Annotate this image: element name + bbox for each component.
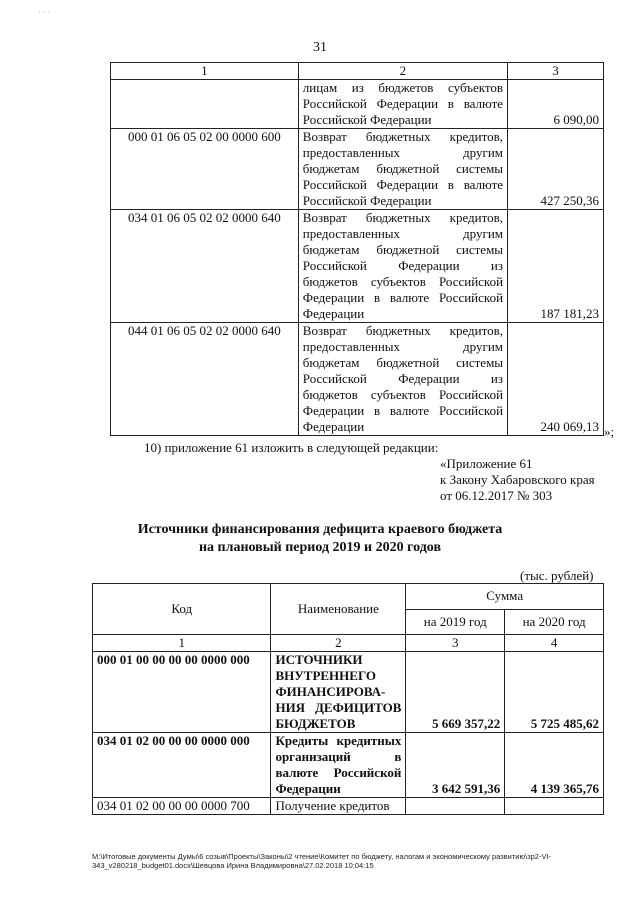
table-row <box>93 652 604 733</box>
num-cell-1: 1 <box>93 635 271 652</box>
row-code <box>111 80 299 129</box>
header-cell-1: 1 <box>111 63 299 80</box>
row-code: 034 01 02 00 00 00 0000 000 <box>93 733 271 798</box>
title-line-2: на плановый период 2019 и 2020 годов <box>198 540 442 555</box>
table-row <box>111 80 604 129</box>
footer-line-2: 343_v280218_budget01.docx\Шевцова Ирина Владимировна\27.02.2018 10:04:15 <box>92 861 374 870</box>
footer-line-1: M:\Итоговые документы Думы\6 созыв\Проекты\Законы\2 чтение\Комитет по бюджету, налогам и экономическому развитию\зр2-VI- <box>92 852 552 861</box>
num-cell-4: 4 <box>505 635 604 652</box>
row-name: Возврат бюджетных кредитов, предоставленных другим бюджетам бюджетной системы Российской Федерации из бюджетов субъектов Российской Федерации в валюте Российской Федерации <box>298 210 507 323</box>
row-amount: 427 250,36 <box>508 129 604 210</box>
appendix-reference <box>440 456 595 504</box>
header-2020: на 2020 год <box>505 609 604 635</box>
row-name: Возврат бюджетных кредитов, предоставленных другим бюджетам бюджетной системы Российской Федерации из бюджетов субъектов Российской Федерации в валюте Российской Федерации <box>298 323 507 436</box>
row-amount: 6 090,00 <box>508 80 604 129</box>
table-row <box>93 798 604 815</box>
row-name: Возврат бюджетных кредитов, предоставленных другим бюджетам бюджетной системы Российской Федерации в валюте Российской Федерации <box>298 129 507 210</box>
header-code: Код <box>93 584 271 635</box>
header-cell-3: 3 <box>508 63 604 80</box>
row-2019: 5 669 357,22 <box>406 652 505 733</box>
row-code: 034 01 02 00 00 00 0000 700 <box>93 798 271 815</box>
row-2019: 3 642 591,36 <box>406 733 505 798</box>
row-name: лицам из бюджетов субъектов Российской Федерации в валюте Российской Федерации <box>298 80 507 129</box>
header-name: Наименование <box>271 584 406 635</box>
file-path-footer <box>92 852 612 870</box>
header-sum: Сумма <box>406 584 604 610</box>
units-label: (тыс. рублей) <box>520 568 594 583</box>
num-cell-3: 3 <box>406 635 505 652</box>
num-cell-2: 2 <box>271 635 406 652</box>
sources-table-continued <box>110 62 604 436</box>
table-row <box>93 733 604 798</box>
row-2020: 4 139 365,76 <box>505 733 604 798</box>
row-2020: 5 725 485,62 <box>505 652 604 733</box>
document-title <box>0 521 640 557</box>
header-cell-2: 2 <box>298 63 507 80</box>
financing-sources-table <box>92 583 604 815</box>
table-header-row <box>111 63 604 80</box>
amendment-text: 10) приложение 61 изложить в следующей редакции: <box>144 440 439 455</box>
row-amount: 187 181,23 <box>508 210 604 323</box>
table-number-row <box>93 635 604 652</box>
table-header-row <box>93 584 604 610</box>
row-name: Получение кредитов <box>271 798 406 815</box>
row-name: Кредиты кредитных организаций в валюте Российской Федерации <box>271 733 406 798</box>
appendix-line-1: «Приложение 61 <box>440 456 533 471</box>
row-code: 044 01 06 05 02 02 0000 640 <box>111 323 299 436</box>
title-line-1: Источники финансирования дефицита краевого бюджета <box>137 522 503 537</box>
appendix-line-2: к Закону Хабаровского края <box>440 472 595 487</box>
table-row <box>111 129 604 210</box>
row-2020 <box>505 798 604 815</box>
row-2019 <box>406 798 505 815</box>
table-row <box>111 323 604 436</box>
scan-mark: · · · <box>38 8 50 17</box>
row-code: 000 01 00 00 00 00 0000 000 <box>93 652 271 733</box>
row-name: ИСТОЧНИКИ ВНУТРЕННЕГО ФИНАНСИРОВА-НИЯ ДЕФИЦИТОВ БЮДЖЕТОВ <box>271 652 406 733</box>
header-2019: на 2019 год <box>406 609 505 635</box>
appendix-line-3: от 06.12.2017 № 303 <box>440 488 553 503</box>
row-amount: 240 069,13 <box>508 323 604 436</box>
row-code: 000 01 06 05 02 00 0000 600 <box>111 129 299 210</box>
closing-quote: »; <box>604 424 615 439</box>
table-row <box>111 210 604 323</box>
row-code: 034 01 06 05 02 02 0000 640 <box>111 210 299 323</box>
page-number: 31 <box>313 40 327 55</box>
